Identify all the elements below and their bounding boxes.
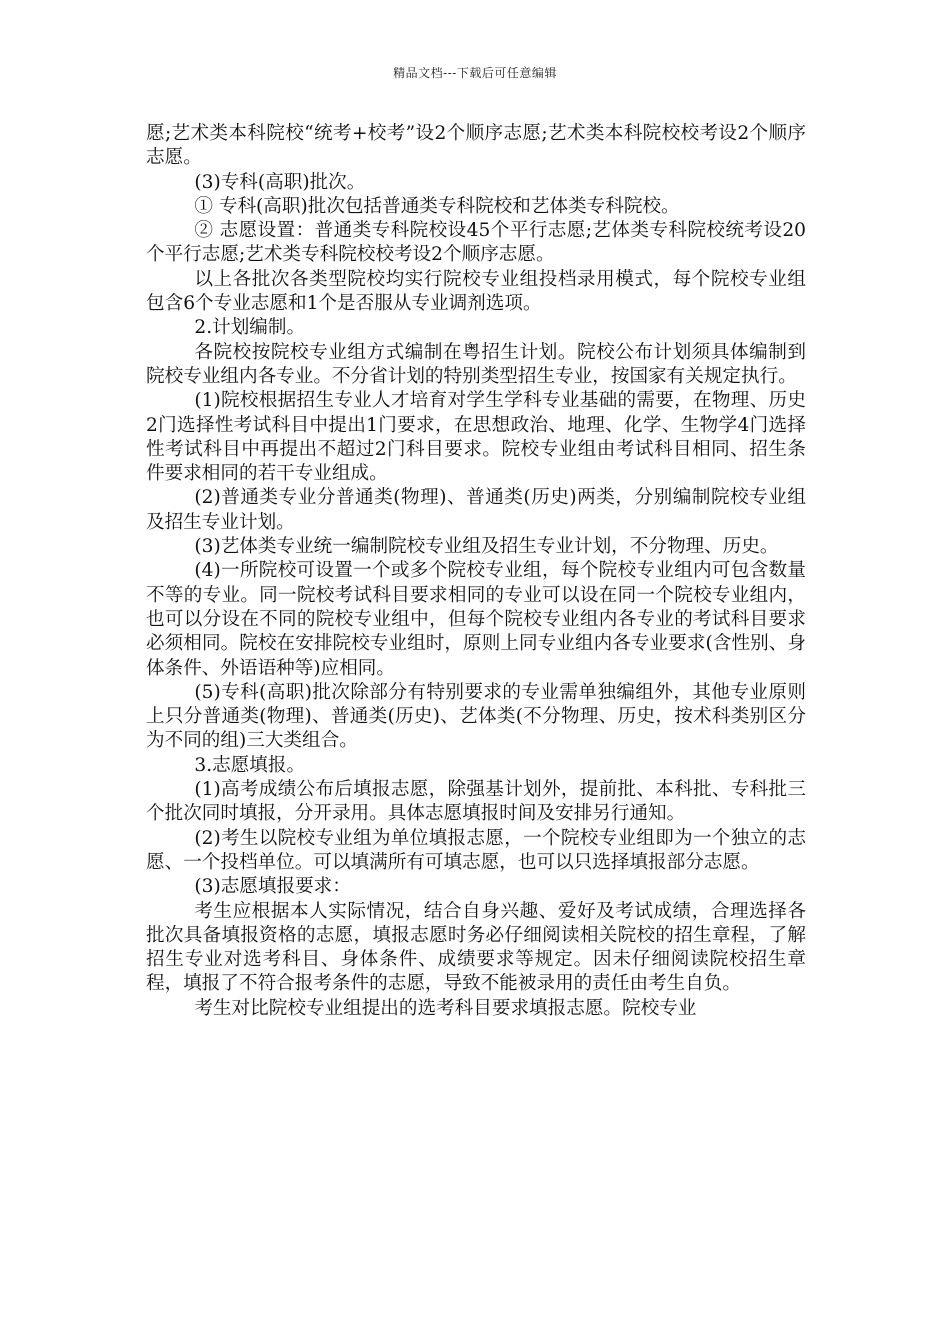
document-body [146, 122, 806, 1021]
paragraph-10: (3)艺体类专业统一编制院校专业组及招生专业计划，不分物理、历史。 [194, 536, 779, 558]
paragraph-4: ② 志愿设置：普通类专科院校设45个平行志愿;艺体类专科院校统考设20个平行志愿;艺术类专科院校校考设2个顺序志愿。 [146, 220, 806, 266]
paragraph-1: 愿;艺术类本科院校“统考+校考”设2个顺序志愿;艺术类本科院校校考设2个顺序志愿。 [146, 123, 806, 169]
paragraph-11: (4)一所院校可设置一个或多个院校专业组，每个院校专业组内可包含数量不等的专业。同一院校考试科目要求相同的专业可以设在同一个院校专业组内，也可以分设在不同的院校专业组中，但每个院校专业组内各专业的考试科目要求必须相同。院校在安排院校专业组时，原则上同专业组内各专业要求(含性别、身体条件、外语语种等)应相同。 [146, 560, 806, 679]
page-header: 精品文档---下载后可任意编辑 [393, 66, 557, 80]
paragraph-8: (1)院校根据招生专业人才培育对学生学科专业基础的需要，在物理、历史2门选择性考试科目中提出1门要求，在思想政治、地理、化学、生物学4门选择性考试科目中再提出不超过2门科目要求。院校专业组由考试科目相同、招生条件要求相同的若干专业组成。 [146, 390, 806, 485]
paragraph-13: 3.志愿填报。 [194, 754, 306, 776]
paragraph-9: (2)普通类专业分普通类(物理)、普通类(历史)两类，分别编制院校专业组及招生专业计划。 [146, 487, 806, 533]
paragraph-2: (3)专科(高职)批次。 [194, 171, 366, 193]
paragraph-3: ① 专科(高职)批次包括普通类专科院校和艺体类专科院校。 [194, 195, 680, 217]
paragraph-18: 考生对比院校专业组提出的选考科目要求填报志愿。院校专业 [194, 997, 697, 1019]
paragraph-12: (5)专科(高职)批次除部分有特别要求的专业需单独编组外，其他专业原则上只分普通类(物理)、普通类(历史)、艺体类(不分物理、历史，按术科类别区分为不同的组)三大类组合。 [146, 681, 806, 752]
paragraph-14: (1)高考成绩公布后填报志愿，除强基计划外，提前批、本科批、专科批三个批次同时填报，分开录用。具体志愿填报时间及安排另行通知。 [146, 779, 806, 825]
paragraph-16: (3)志愿填报要求： [194, 876, 351, 898]
paragraph-7: 各院校按院校专业组方式编制在粤招生计划。院校公布计划须具体编制到院校专业组内各专业。不分省计划的特别类型招生专业，按国家有关规定执行。 [146, 341, 806, 387]
paragraph-5: 以上各批次各类型院校均实行院校专业组投档录用模式，每个院校专业组包含6个专业志愿和1个是否服从专业调剂选项。 [146, 268, 806, 315]
paragraph-17: 考生应根据本人实际情况，结合自身兴趣、爱好及考试成绩，合理选择各批次具备填报资格的志愿，填报志愿时务必仔细阅读相关院校的招生章程，了解招生专业对选考科目、身体条件、成绩要求等规定。因未仔细阅读院校招生章程，填报了不符合报考条件的志愿，导致不能被录用的责任由考生自负。 [146, 900, 806, 995]
paragraph-6: 2.计划编制。 [194, 317, 306, 339]
paragraph-15: (2)考生以院校专业组为单位填报志愿，一个院校专业组即为一个独立的志愿、一个投档单位。可以填满所有可填志愿，也可以只选择填报部分志愿。 [146, 827, 806, 873]
